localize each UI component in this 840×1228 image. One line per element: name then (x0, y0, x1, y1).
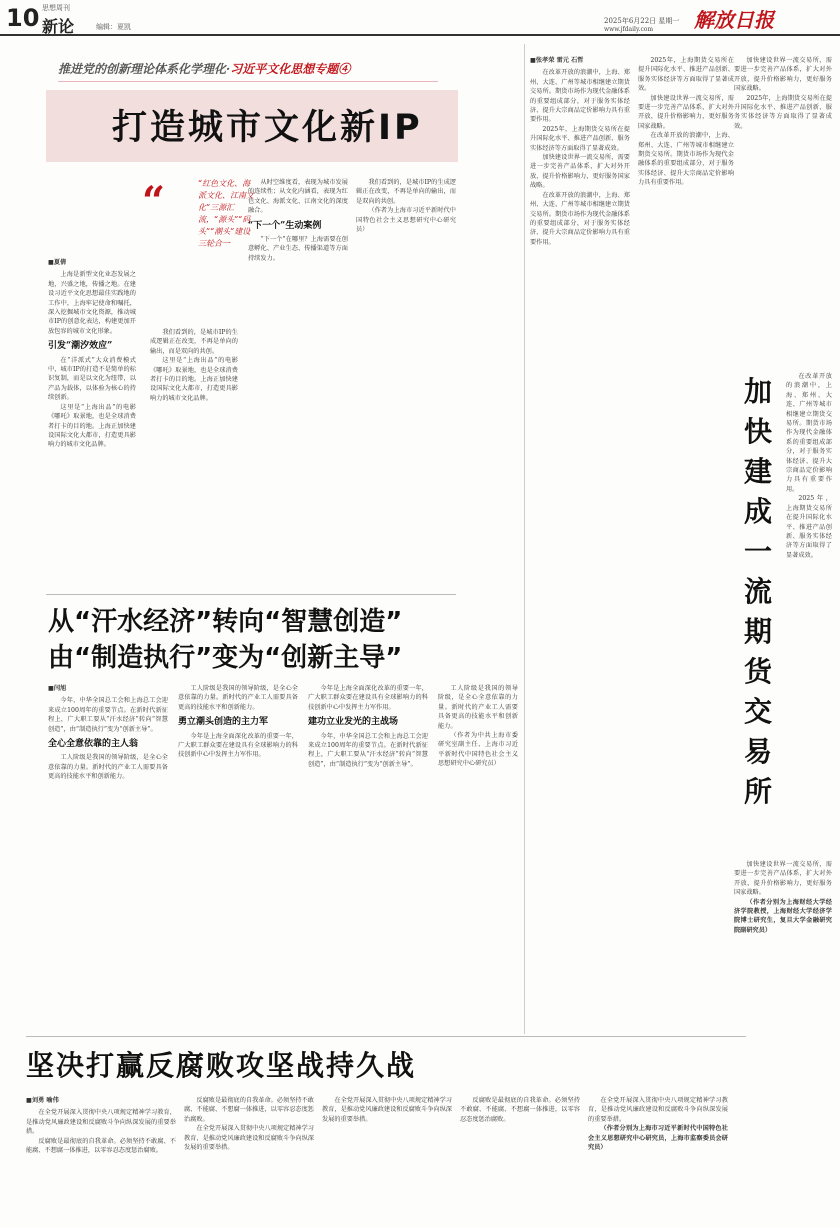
article1-para: 这里是“上海出品”的电影《哪吒》取景地，也是全球消费者打卡的目的地。上海正加快建设国际文化大都市，打造更具影响力的城市文化品牌。 (48, 403, 136, 449)
article3-para: 加快建设世界一流交易所，需要进一步完善产品体系，扩大对外开放，提升价格影响力，更好服务国家战略。 (638, 94, 734, 130)
page-number: 10 (6, 4, 40, 32)
article3-para: 2025年，上海期货交易所在提升国际化水平、推进产品创新、服务实体经济等方面取得了显著成效。 (530, 125, 630, 152)
article1-para: 这里是“上海出品”的电影《哪吒》取景地，也是全球消费者打卡的目的地。上海正加快建设国际文化大都市，打造更具影响力的城市文化品牌。 (150, 357, 238, 402)
article2-para: 工人阶级是我国的领导阶级，是全心全意依靠的力量。新时代的产业工人需要具备更高的技能水平和创新能力。 (48, 754, 168, 781)
article4-col5 (588, 1096, 728, 1222)
article4-para: 在全党开展深入贯彻中央八项规定精神学习教育，是推动党风廉政建设和反腐败斗争向纵深发展的重要举措。 (322, 1097, 452, 1123)
article2-col3 (308, 684, 428, 1030)
article4-byline: ■刘勇 喻伟 (26, 1097, 59, 1104)
article3-para: 2025年，上海期货交易所在提升国际化水平、推进产品创新、服务实体经济等方面取得了显著成效。 (734, 94, 832, 130)
page-header (0, 0, 840, 36)
article2-para: （作者为中共上海市委研究室副主任、上海市习近平新时代中国特色社会主义思想研究中心研究员） (438, 732, 518, 768)
article1-para: “下一个”在哪里？上海需要在创意孵化、产业生态、传播渠道等方面持续发力。 (248, 236, 348, 262)
topic-banner (58, 60, 438, 82)
divider (26, 1036, 746, 1037)
article1-para: 上海是新型文化业态发展之地，兴盛之地，传播之地。在建设习近平文化思想最佳实践地的工作中，上海牢记使命和嘱托，深入挖掘城市文化资源，推动城市IP的创意化表达，构建更加开放包容的城市文化形象。 (48, 271, 136, 335)
article3-col1 (530, 56, 630, 1034)
column-divider (524, 44, 525, 1034)
article3-para: 在改革开放的浪潮中，上海、郑州、大连、广州等城市相继建立期货交易所。期货市场作为现代金融体系的重要组成部分，对于服务实体经济、提升大宗商品定价影响力具有重要作用。 (530, 69, 630, 124)
article2-title-line2: 由“制造执行”变为“创新主导” (48, 643, 403, 673)
article2-para: 今年，中华全国总工会和上海总工会迎来成立100周年的重要节点。在新时代新征程上，广大职工要从“汗水经济”转向“智慧创造”，由“制造执行”变为“创新主导”。 (308, 732, 428, 768)
article4-para: 反腐败是最彻底的自我革命。必须坚持不敢腐、不能腐、不想腐一体推进，以零容忍态度惩治腐败。 (460, 1097, 580, 1123)
banner-prefix: 推进党的创新理论体系化学理化· (58, 62, 231, 76)
article3-para: 加快建设世界一流交易所，需要进一步完善产品体系，扩大对外开放，提升价格影响力，更好服务国家战略。 (734, 861, 832, 897)
article3-para: 在改革开放的浪潮中，上海、郑州、大连、广州等城市相继建立期货交易所。期货市场作为现代金融体系的重要组成部分，对于服务实体经济、提升大宗商品定价影响力具有重要作用。 (786, 373, 832, 493)
article2-col2 (178, 684, 298, 1030)
article4-para: 在全党开展深入贯彻中央八项规定精神学习教育，是推动党风廉政建设和反腐败斗争向纵深发展的重要举措。 (26, 1109, 176, 1136)
article2-para: 今年是上海全面深化改革的重要一年，广大职工群众要在建设具有全球影响力的科技创新中心中发挥主力军作用。 (178, 732, 298, 759)
article4-col2 (184, 1096, 314, 1222)
banner-text: 习近平文化思想专题④ (230, 62, 351, 76)
article3-para: 在改革开放的浪潮中，上海、郑州、大连、广州等城市相继建立期货交易所。期货市场作为现代金融体系的重要组成部分，对于服务实体经济、提升大宗商品定价影响力具有重要作用。 (530, 191, 630, 246)
editor-credit: 编辑：夏凯 (96, 23, 131, 31)
article3-para: 加快建设世界一流交易所，需要进一步完善产品体系，扩大对外开放，提升价格影响力，更好服务国家战略。 (530, 154, 630, 190)
article2-byline: ■闫旭 (48, 685, 67, 692)
article1-col4 (356, 178, 456, 588)
article2-para: 今年，中华全国总工会和上海总工会迎来成立100周年的重要节点。在新时代新征程上，广大职工要从“汗水经济”转向“智慧创造”，由“制造执行”变为“创新主导”。 (48, 697, 168, 733)
article2-subhead: 全心全意依靠的主人翁 (48, 739, 139, 750)
article1-col2 (150, 328, 238, 588)
article1-para: 在“洋派式”大众消费模式中，城市IP的打造不是简单的标识复制，而是以文化为纽带，以产品为载体，以体验为核心的持续创新。 (48, 356, 136, 402)
article1-para: （作者为上海市习近平新时代中国特色社会主义思想研究中心研究员） (356, 207, 456, 234)
article3-col2 (638, 56, 734, 1034)
article4-para: 在全党开展深入贯彻中央八项规定精神学习教育，是推动党风廉政建设和反腐败斗争向纵深发展的重要举措。 (588, 1097, 728, 1123)
article1-subhead: “下一个”生动案例 (248, 220, 322, 231)
article4-title: 坚决打赢反腐败攻坚战持久战 (26, 1049, 417, 1082)
article1-col3 (248, 178, 348, 588)
article3-para: 在改革开放的浪潮中，上海、郑州、大连、广州等城市相继建立期货交易所。期货市场作为现代金融体系的重要组成部分，对于服务实体经济、提升大宗商品定价影响力具有重要作用。 (638, 132, 734, 187)
article3-para: 2025年，上海期货交易所在提升国际化水平、推进产品创新、服务实体经济等方面取得了显著成效。 (786, 495, 832, 559)
article2-subhead: 勇立潮头创造的主力军 (178, 717, 269, 728)
article2-col1 (48, 684, 168, 1030)
article1-subhead: 引发“潮汐效应” (48, 341, 113, 352)
article1-para: 从时空维度看，表现为城市发展的连续性；从文化内涵看，表现为红色文化、海派文化、江南文化的深度融合。 (248, 179, 348, 215)
quote-mark-icon: “ (142, 178, 166, 225)
article2-para: 工人阶级是我国的领导阶级，是全心全意依靠的力量。新时代的产业工人需要具备更高的技能水平和创新能力。 (178, 685, 298, 711)
article3-para: 2025年，上海期货交易所在提升国际化水平、推进产品创新、服务实体经济等方面取得了显著成效。 (638, 57, 734, 93)
issue-date: 2025年6月22日 星期一 (604, 17, 680, 25)
article2-subhead: 建功立业发光的主战场 (308, 717, 399, 728)
article4-para: 反腐败是最彻底的自我革命。必须坚持不敢腐、不能腐、不想腐一体推进，以零容忍态度惩治腐败。 (26, 1137, 176, 1155)
article4-author: （作者分别为上海市习近平新时代中国特色社会主义思想研究中心研究员，上海市监察委员会研究员） (588, 1125, 728, 1152)
article3-col3-bottom (734, 860, 832, 1220)
article4-col3 (322, 1096, 452, 1222)
article3-title: 加快建成一流期货交易所 (744, 375, 773, 808)
article3-byline: ■张孝荣 雷元 石哲 (530, 57, 584, 64)
article4-col1 (26, 1096, 176, 1222)
article4-col4 (460, 1096, 580, 1222)
article1-col1 (48, 258, 136, 588)
masthead-small: 思想周刊 (42, 4, 70, 12)
article3-para: 加快建设世界一流交易所，需要进一步完善产品体系，扩大对外开放，提升价格影响力，更好服务国家战略。 (734, 57, 832, 93)
article2-title (48, 604, 402, 676)
section-name: 新论 (42, 17, 75, 36)
article2-para: 今年是上海全面深化改革的重要一年，广大职工群众要在建设具有全球影响力的科技创新中心中发挥主力军作用。 (308, 685, 428, 711)
article1-pullquote: “红色文化、海派文化、江南文化”三源汇流，“源头”“码头”“潮头”建设三轮合一 (198, 179, 254, 248)
article1-para: 我们看到的，是城市IP的生成逻辑正在改变，不再是单向的输出，而是双向的共创。 (356, 179, 456, 205)
article4-para: 反腐败是最彻底的自我革命。必须坚持不敢腐、不能腐、不想腐一体推进，以零容忍态度惩治腐败。 (184, 1097, 314, 1123)
divider (46, 594, 456, 595)
site-url[interactable]: www.jfdaily.com (604, 26, 654, 33)
article1-title: 打造城市文化新IP (112, 108, 423, 148)
article1-para: 我们看到的，是城市IP的生成逻辑正在改变，不再是单向的输出，而是双向的共创。 (150, 329, 238, 355)
article1-byline: ■夏倩 (48, 259, 67, 266)
newspaper-logo: 解放日报 (694, 8, 774, 32)
article3-col3-top (734, 56, 832, 356)
article2-title-line1: 从“汗水经济”转向“智慧创造” (48, 607, 403, 637)
article4-para: 在全党开展深入贯彻中央八项规定精神学习教育，是推动党风廉政建设和反腐败斗争向纵深发展的重要举措。 (184, 1125, 314, 1152)
article3-author: （作者分别为上海财经大学经济学院教授，上海财经大学经济学院博士研究生，复旦大学金融研究院副研究员） (734, 898, 832, 934)
article2-col4 (438, 684, 518, 1030)
article2-para: 工人阶级是我国的领导阶级，是全心全意依靠的力量。新时代的产业工人需要具备更高的技能水平和创新能力。 (438, 685, 518, 730)
